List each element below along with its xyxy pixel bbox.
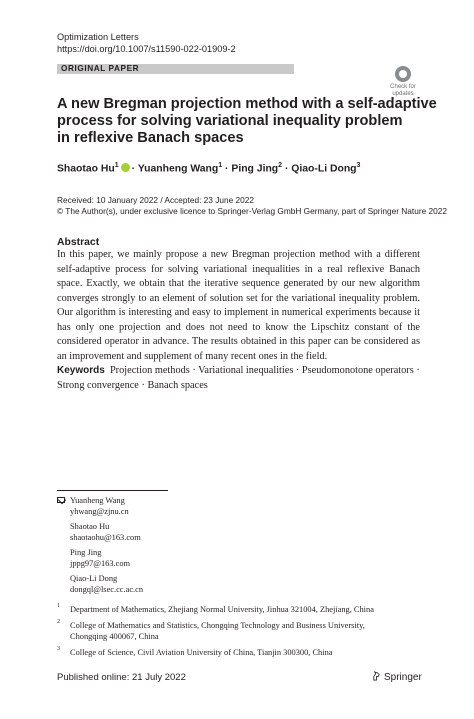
paper-title	[57, 96, 437, 147]
affiliation-line: College of Mathematics and Statistics, Chongqing Technology and Business University,	[70, 621, 365, 630]
journal-name: Optimization Letters	[57, 32, 139, 42]
title-line: process for solving variational inequality problem	[57, 113, 403, 129]
title-line: in reflexive Banach spaces	[57, 130, 244, 146]
affiliation-text	[70, 620, 365, 642]
keywords-text: Projection methods · Variational inequalities · Pseudomonotone operators · Strong convergence · Banach spaces	[57, 365, 420, 391]
affiliation-text: Department of Mathematics, Zhejiang Normal University, Jinhua 321004, Zhejiang, China	[70, 605, 374, 614]
abstract-heading: Abstract	[57, 237, 100, 248]
check-updates-icon	[395, 66, 411, 82]
contact-entry	[70, 521, 141, 543]
orcid-icon[interactable]	[121, 163, 130, 172]
springer-horse-icon	[372, 671, 381, 681]
contact-entry	[70, 573, 143, 595]
author-name[interactable]: Qiao-Li Dong	[291, 163, 357, 175]
contact-name: Qiao-Li Dong	[70, 574, 118, 583]
received-accepted: Received: 10 January 2022 / Accepted: 23 June 2022	[57, 195, 254, 205]
contact-list	[57, 495, 357, 605]
publisher-name: Springer	[384, 672, 422, 683]
keywords-label: Keywords	[57, 365, 105, 376]
section-bar	[57, 64, 294, 74]
affiliation-number: 3	[57, 646, 60, 652]
affiliation-item	[57, 620, 417, 644]
section-label: ORIGINAL PAPER	[61, 64, 140, 73]
copyright-line: © The Author(s), under exclusive licence to Springer-Verlag GmbH Germany, part of Springer Nature 2022	[57, 206, 447, 216]
contact-entry	[70, 495, 129, 517]
author-list: Shaotao $Hu^1$ · Yuanheng Wang$^1$ · Ping Jing$^2$ · Qiao-Li Dong$^3$	[57, 162, 361, 175]
contact-entry	[70, 547, 130, 569]
title-line: A new Bregman projection method with a self-adaptive	[57, 96, 437, 112]
contact-email[interactable]: shaotaohu@163.com	[70, 533, 141, 542]
contact-email[interactable]: dongql@lsec.cc.ac.cn	[70, 585, 144, 594]
affiliation-number: 1	[57, 603, 60, 609]
doi-link[interactable]: https://doi.org/10.1007/s11590-022-01909-2	[57, 44, 236, 54]
footnote-rule	[57, 490, 168, 491]
author-name[interactable]: Ping Jing	[231, 163, 279, 175]
author-affil-sup: 2	[278, 162, 283, 169]
contact-name: Yuanheng Wang	[70, 496, 125, 505]
affiliation-text: College of Science, Civil Aviation University of China, Tianjin 300300, China	[70, 648, 333, 657]
check-updates-line-1: Check for	[390, 84, 416, 90]
author-name[interactable]: Shaotao Hu	[57, 163, 115, 175]
affiliation-line: Chongqing 400067, China	[70, 632, 159, 641]
contact-name: Ping Jing	[70, 548, 102, 557]
check-updates-line-2: updates	[392, 91, 414, 97]
abstract-text: In this paper, we mainly propose a new Bregman projection method with a different self-adaptive process for solving variational inequalities in a real reflexive Banach space. Exactly, we obtain that the iterative sequence generated by our new algorithm converges strongly to an element of solution set for the variational inequality problem. Our algorithm is interesting and easy to implement in numerical experiments because it has only one projection and does not need to know the Lipschitz constant of the considered operator in advance. The results obtained in this paper can be considered as an improvement and supplement of many recent ones in the field.	[57, 249, 420, 362]
keywords-block	[57, 364, 420, 393]
contact-name: Shaotao Hu	[70, 522, 110, 531]
affiliation-number: 2	[57, 619, 60, 625]
published-online: Published online: 21 July 2022	[57, 672, 186, 683]
author-name[interactable]: Yuanheng Wang	[137, 163, 219, 175]
publisher-logo	[372, 671, 422, 683]
publication-dates	[57, 195, 447, 217]
affiliation-item	[57, 604, 417, 616]
contact-email[interactable]: yhwang@zjnu.cn	[70, 507, 129, 516]
affiliation-item	[57, 647, 417, 659]
author-affil-sup: 3	[356, 162, 361, 169]
author-affil-sup: 1	[114, 162, 119, 169]
envelope-icon	[57, 497, 65, 503]
author-affil-sup: 1	[218, 162, 223, 169]
journal-header	[57, 31, 236, 55]
contact-email[interactable]: jppg97@163.com	[70, 559, 131, 568]
